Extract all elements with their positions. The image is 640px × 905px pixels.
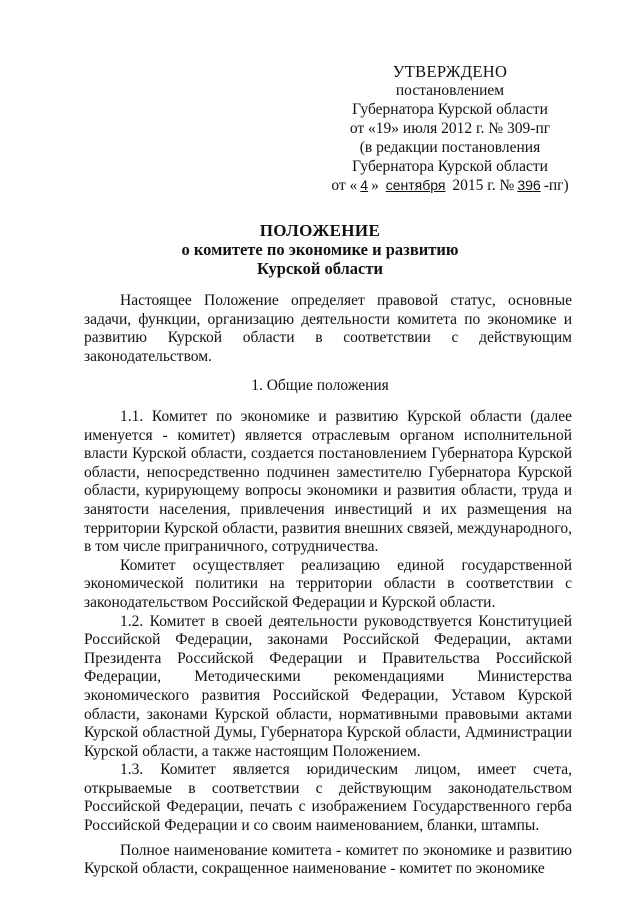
- paragraph-1-1: 1.1. Комитет по экономике и развитию Курской области (далее именуется - комитет) является отраслевым органом исполнительной власти Курской области, создается постановлением Губернатора Курской области, непосредственно подчинен заместителю Губернатора Курской области, курирующему вопросы экономики и развития области, труда и занятости населения, привлечения инвестиций и их размещения на территории Курской области, развития внешних связей, международного, в том числе приграничного, сотрудничества.: [84, 408, 572, 556]
- approval-line-3: от «19» июля 2012 г. № 309-пг: [349, 120, 551, 137]
- approval-month-field: сентября: [385, 177, 446, 193]
- approval-year: 2015 г. №: [452, 177, 515, 194]
- paragraph-1-2: 1.2. Комитет в своей деятельности руководствуется Конституцией Российской Федерации, законами Российской Федерации, актами Президента Российской Федерации и Правительства Российской Федерации, Методическими рекомендациями Министерства экономического развития Российской Федерации, Уставом Курской области, законами Курской области, нормативными правовыми актами Курской областной Думы, Губернатора Курской области, Администрации Курской области, а также настоящим Положением.: [84, 612, 572, 760]
- approval-date-mid: »: [371, 177, 379, 194]
- approval-line-2: Губернатора Курской области: [352, 101, 548, 118]
- approval-block: [300, 62, 600, 195]
- paragraph-1-3: 1.3. Комитет является юридическим лицом, имеет счета, открываемые в соответствии с действующим законодательством Российской Федерации, печать с изображением Государственного герба Российской Федерации и со своим наименованием, бланки, штампы.: [84, 761, 572, 835]
- approval-day-field: 4: [360, 177, 369, 193]
- approval-title: УТВЕРЖДЕНО: [392, 62, 508, 81]
- approval-line-6: [300, 176, 600, 195]
- intro-paragraph: Настоящее Положение определяет правовой статус, основные задачи, функции, организацию деятельности комитета по экономике и развитию Курской области в соответствии с действующим законодательством.: [84, 292, 572, 365]
- document-title: [0, 221, 640, 278]
- paragraph-1-1-cont: Комитет осуществляет реализацию единой государственной экономической политики на территории области в соответствии с законодательством Российской Федерации и Курской области.: [84, 556, 572, 611]
- section-body: [84, 408, 572, 879]
- approval-number-field: 396: [517, 177, 541, 193]
- approval-line-1: постановлением: [395, 82, 505, 99]
- document-title-line-3: Курской области: [256, 259, 383, 278]
- section-heading: 1. Общие положения: [251, 377, 389, 394]
- paragraph-full-name: Полное наименование комитета - комитет по экономике и развитию Курской области, сокращенное наименование - комитет по экономике: [84, 841, 572, 878]
- intro-paragraph-block: [84, 292, 572, 366]
- document-title-line-2: о комитете по экономике и развитию: [181, 240, 459, 259]
- approval-date-prefix: от «: [331, 177, 358, 194]
- approval-line-5: Губернатора Курской области: [352, 158, 548, 175]
- approval-line-4: (в редакции постановления: [359, 139, 541, 156]
- approval-number-suffix: -пг): [543, 177, 569, 194]
- document-title-main: ПОЛОЖЕНИЕ: [259, 221, 381, 240]
